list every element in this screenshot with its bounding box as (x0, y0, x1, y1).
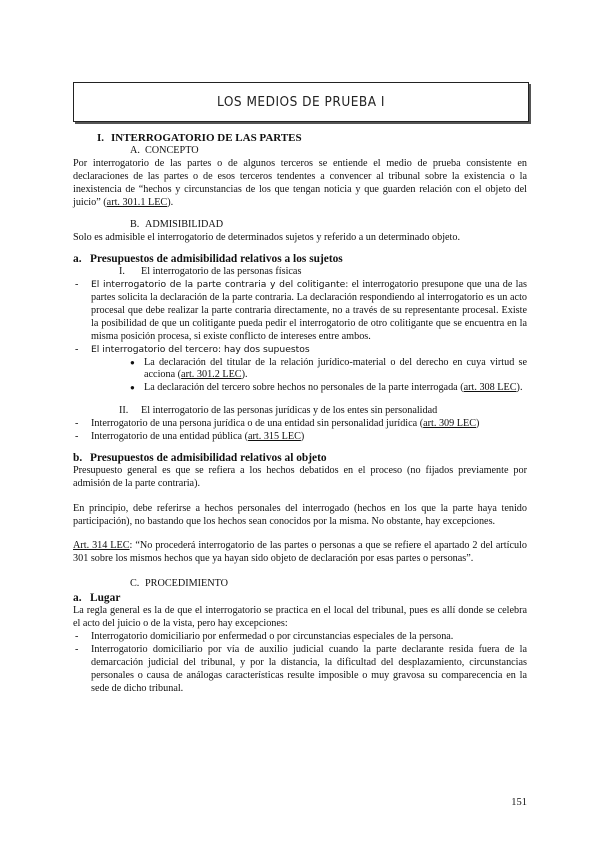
heading-sujetos: a. Presupuestos de admisibilidad relativos a los sujetos (73, 253, 343, 266)
paragraph-admisibilidad: Solo es admisible el interrogatorio de determinados sujetos y referido a un determinado objeto. (73, 232, 461, 244)
link-art-309[interactable]: art. 309 LEC (423, 418, 477, 430)
link-art-315[interactable]: art. 315 LEC (248, 431, 301, 443)
bullet-item-titular: ● La declaración del titular de la relación jurídico-material o del derecho en cuya virtud se acciona (art. 301.2 LEC). (73, 357, 527, 383)
paragraph-concepto: Por interrogatorio de las partes o de algunos terceros se entiende el medio de prueba consistente en declaraciones de las partes o de esos terceros tendentes a convencer al tribunal sobre la existencia o la inexistencia de “hechos y circunstancias de los que tengan noticia y que guarden relación con el objeto del juicio” (art. 301.1 LEC). (73, 157, 527, 208)
heading-lugar: a. Lugar (73, 592, 121, 605)
content (73, 130, 527, 695)
subheading-admisibilidad: B. ADMISIBILIDAD (130, 219, 224, 231)
link-art-308[interactable]: art. 308 LEC (463, 382, 517, 394)
subheading-concepto: A. CONCEPTO (130, 144, 199, 156)
list-item-domiciliario-enfermedad: - Interrogatorio domiciliario por enfermedad o por circunstancias especiales de la persona. (73, 631, 527, 644)
paragraph-objeto-1: Presupuesto general es que se refiera a los hechos debatidos en el proceso (no fijados previamente por admisión de la parte contraria). (73, 464, 527, 489)
list-item-persona-juridica: - Interrogatorio de una persona jurídica o de una entidad sin personalidad jurídica (art. 309 LEC) (73, 418, 527, 431)
list-item-parte-contraria: - El interrogatorio de la parte contraria y del colitigante: el interrogatorio presupone que una de las partes solicita la declaración de la parte contraria. La declaración respondiendo al interrogatorio es un acto procesal que debe realizar la parte contraria directamente, no a través de su representante procesal. Existe la posibilidad de que un colitigante pueda pedir el interrogatorio de otro colitigante que se encuentra en la misma posición procesa, si existe conflicto de intereses entre ambos. (73, 279, 527, 344)
paragraph-objeto-2: En principio, debe referirse a hechos personales del interrogado (hechos en los que la parte haya tenido participación), no bastando que los hechos sean conocidos por la misma. No obstante, hay excepciones. (73, 502, 527, 527)
list-item-entidad-publica: - Interrogatorio de una entidad pública (art. 315 LEC) (73, 431, 527, 444)
roman-heading-personas-fisicas: I. El interrogatorio de las personas físicas (119, 266, 302, 278)
link-art-301-1[interactable]: art. 301.1 LEC (106, 196, 168, 208)
subheading-procedimiento: C. PROCEDIMIENTO (130, 578, 229, 590)
heading-objeto: b. Presupuestos de admisibilidad relativos al objeto (73, 451, 327, 464)
page-title: LOS MEDIOS DE PRUEBA I (217, 94, 385, 110)
page-number: 151 (511, 797, 527, 808)
title-box (73, 82, 529, 122)
list-item-domiciliario-auxilio: - Interrogatorio domiciliario por vía de auxilio judicial cuando la parte declarante resida fuera de la demarcación judicial del tribunal, y por la distancia, la dificultad del desplazamiento, circunstancias personales o causa de análogas características resulte imposible o muy gravosa su comparecencia en la sede de dicho tribunal. (73, 644, 527, 696)
section-heading-interrogatorio: I. INTERROGATORIO DE LAS PARTES (97, 132, 302, 144)
paragraph-objeto-3: Art. 314 LEC: “No procederá interrogatorio de las partes o personas a que se refiere el apartado 2 del artículo 301 sobre los mismos hechos que ya hayan sido objeto de declaración por esas partes o personas”. (73, 540, 527, 565)
roman-heading-personas-juridicas: II. El interrogatorio de las personas jurídicas y de los entes sin personalidad (119, 405, 438, 417)
list-item-tercero: - El interrogatorio del tercero: hay dos supuestos (73, 344, 527, 357)
bullet-item-tercero-hechos: ● La declaración del tercero sobre hechos no personales de la parte interrogada (art. 308 LEC). (73, 382, 527, 395)
paragraph-lugar: La regla general es la de que el interrogatorio se practica en el local del tribunal, pues es allí donde se celebra el acto del juicio o de la vista, pero hay excepciones: (73, 605, 527, 629)
link-art-314[interactable]: Art. 314 LEC (73, 540, 130, 552)
link-art-301-2[interactable]: art. 301.2 LEC (181, 369, 242, 381)
